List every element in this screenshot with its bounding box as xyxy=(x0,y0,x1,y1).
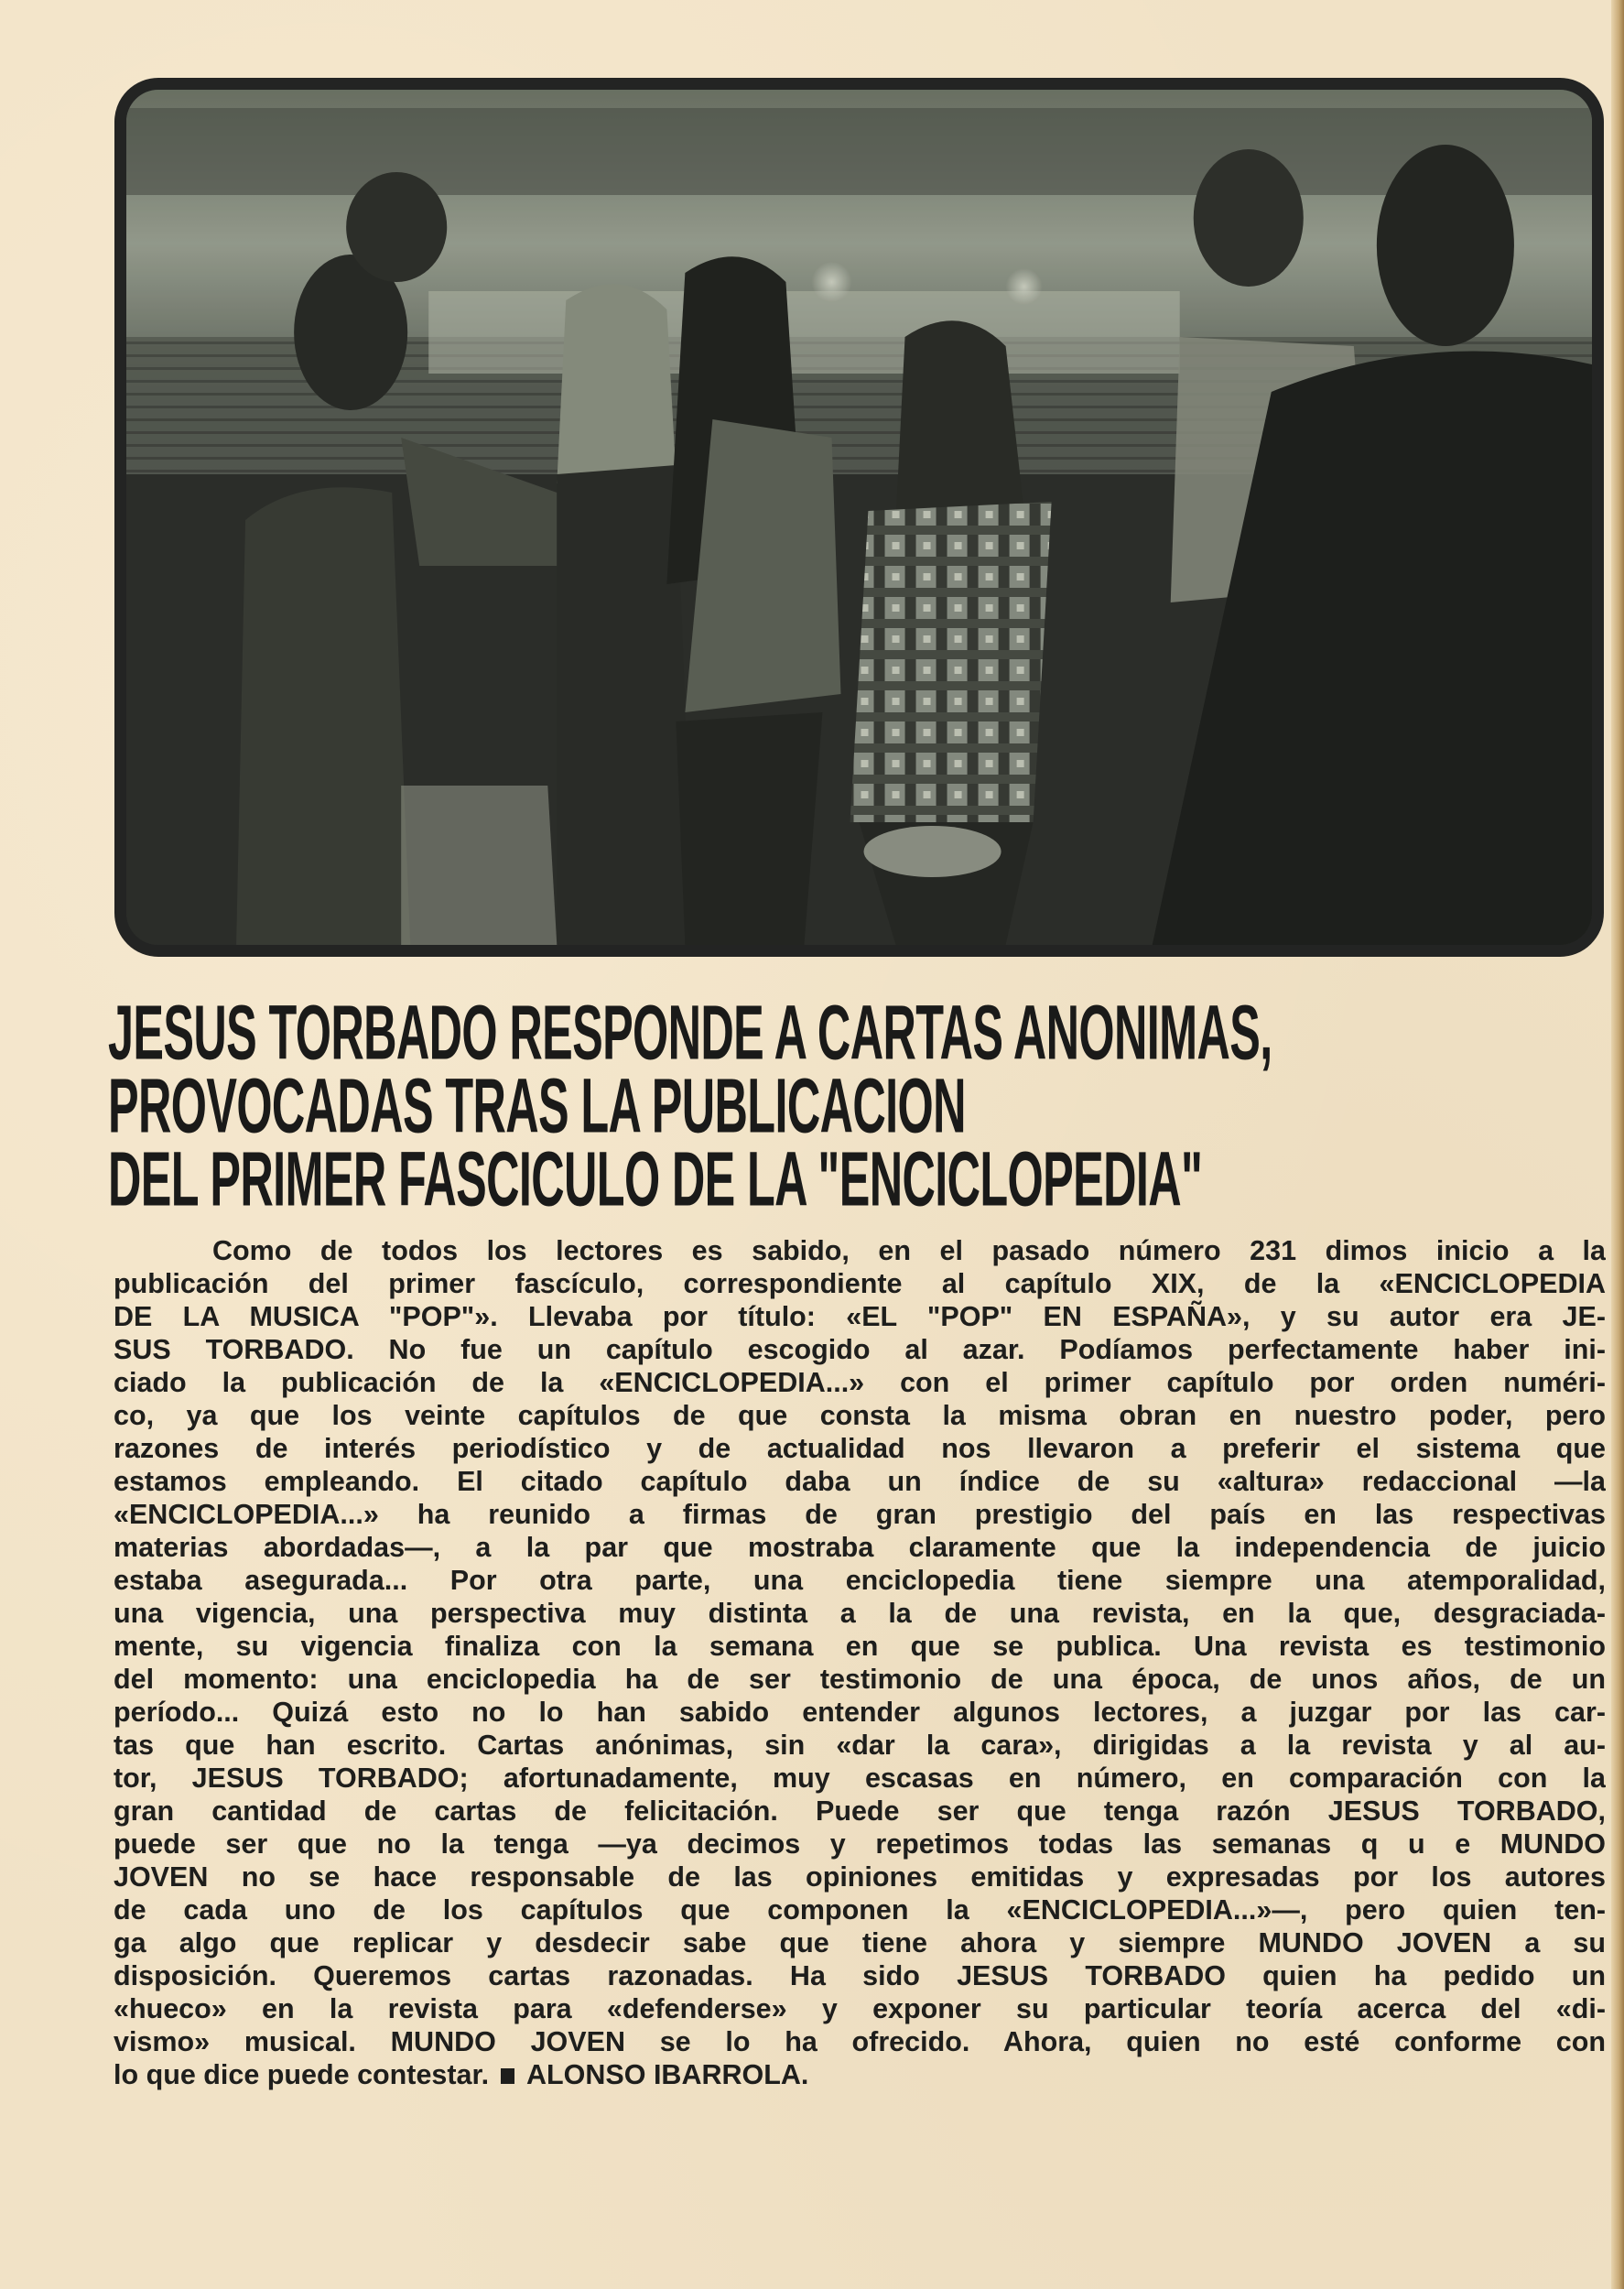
body-line: del momento: una enciclopedia ha de ser testimonio de una época, de unos años, de un xyxy=(114,1664,1606,1695)
headline-line: DEL PRIMER FASCICULO DE LA "ENCICLOPEDIA" xyxy=(108,1135,1203,1222)
body-line: vismo» musical. MUNDO JOVEN se lo ha ofrecido. Ahora, quien no esté conforme con xyxy=(114,2026,1606,2057)
body-last-line xyxy=(114,2058,1606,2091)
body-line: tor, JESUS TORBADO; afortunadamente, muy escasas en número, en comparación con la xyxy=(114,1763,1606,1794)
body-line: materias abordadas—, a la par que mostraba claramente que la independencia de juicio xyxy=(114,1532,1606,1563)
headline-line: JESUS TORBADO RESPONDE A CARTAS ANONIMAS, xyxy=(108,989,1272,1076)
article-photo xyxy=(114,78,1604,957)
body-line: «ENCICLOPEDIA...» ha reunido a firmas de gran prestigio del país en las respectivas xyxy=(114,1499,1606,1530)
body-line: «hueco» en la revista para «defenderse» y exponer su particular teoría acerca del «di- xyxy=(114,1993,1606,2024)
crowd-photo-illustration xyxy=(126,90,1592,945)
body-line: disposición. Queremos cartas razonadas. Ha sido JESUS TORBADO quien ha pedido un xyxy=(114,1960,1606,1991)
body-line: razones de interés periodístico y de actualidad nos llevaron a preferir el sistema que xyxy=(114,1433,1606,1464)
body-line: puede ser que no la tenga —ya decimos y repetimos todas las semanas q u e MUNDO xyxy=(114,1828,1606,1860)
body-line: ga algo que replicar y desdecir sabe que tiene ahora y siempre MUNDO JOVEN a su xyxy=(114,1927,1606,1958)
body-line: publicación del primer fascículo, correspondiente al capítulo XIX, de la «ENCICLOPEDIA xyxy=(114,1268,1606,1299)
closing-sentence: lo que dice puede contestar. xyxy=(114,2059,490,2090)
body-line: estamos empleando. El citado capítulo daba un índice de su «altura» redaccional —la xyxy=(114,1466,1606,1497)
page-edge xyxy=(1611,0,1624,2289)
body-line: período... Quizá esto no lo han sabido entender algunos lectores, a juzgar por las car- xyxy=(114,1697,1606,1728)
body-line: una vigencia, una perspectiva muy distinta a la de una revista, en la que, desgraciada- xyxy=(114,1598,1606,1629)
body-line: de cada uno de los capítulos que componen la «ENCICLOPEDIA...»—, pero quien ten- xyxy=(114,1894,1606,1926)
article-body xyxy=(114,1234,1606,2091)
article-headline xyxy=(108,989,1536,1222)
body-line: mente, su vigencia finaliza con la semana en que se publica. Una revista es testimonio xyxy=(114,1631,1606,1662)
end-of-article-square-icon xyxy=(501,2068,514,2084)
headline-line: PROVOCADAS TRAS LA PUBLICACION xyxy=(108,1062,966,1149)
body-line: SUS TORBADO. No fue un capítulo escogido al azar. Podíamos perfectamente haber ini- xyxy=(114,1334,1606,1365)
body-line: Como de todos los lectores es sabido, en el pasado número 231 dimos inicio a la xyxy=(212,1235,1606,1266)
body-line: co, ya que los veinte capítulos de que consta la misma obran en nuestro poder, pero xyxy=(114,1400,1606,1431)
body-line: tas que han escrito. Cartas anónimas, sin «dar la cara», dirigidas a la revista y al au- xyxy=(114,1730,1606,1761)
body-line: estaba asegurada... Por otra parte, una enciclopedia tiene siempre una atemporalidad, xyxy=(114,1565,1606,1596)
body-line: gran cantidad de cartas de felicitación. Puede ser que tenga razón JESUS TORBADO, xyxy=(114,1795,1606,1827)
body-line: DE LA MUSICA "POP"». Llevaba por título: «EL "POP" EN ESPAÑA», y su autor era JE- xyxy=(114,1301,1606,1332)
body-line: ciado la publicación de la «ENCICLOPEDIA...» con el primer capítulo por orden numéri- xyxy=(114,1367,1606,1398)
author-signature: ALONSO IBARROLA. xyxy=(526,2059,809,2090)
body-line: JOVEN no se hace responsable de las opiniones emitidas y expresadas por los autores xyxy=(114,1861,1606,1893)
